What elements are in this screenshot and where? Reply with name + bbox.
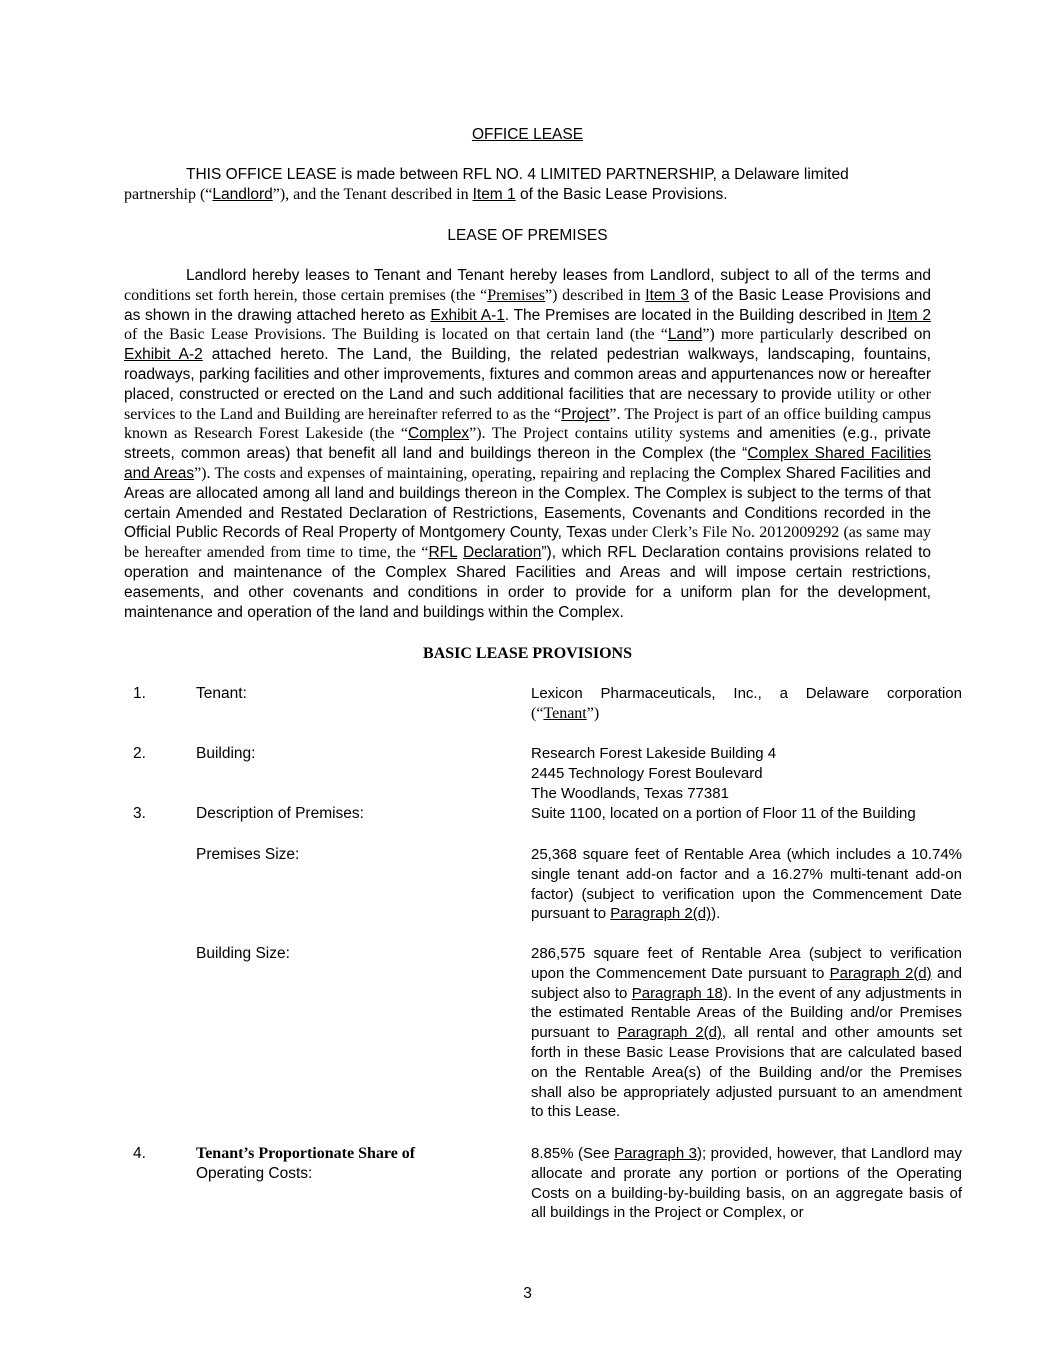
premises-text-17: under Clerk’s File No. 2012009292 (as same may be hereafter amended from time to time, the “ [124,524,932,562]
reference-exhibit-a2: Exhibit A-2 [124,346,203,364]
intro-paragraph [124,165,931,205]
defined-term-complex: Complex [407,425,470,443]
premises-size-text-2: ). [711,905,721,923]
building-address-line-1: Research Forest Lakeside Building 4 [531,745,777,762]
provision-number-4: 4. [133,1145,146,1162]
provision-label-description: Description of Premises: [196,805,364,822]
provision-label-building-size: Building Size: [196,945,290,962]
provision-value-proportionate-share [531,1144,962,1223]
building-size-text-2: and subject also to [531,964,962,1002]
defined-term-landlord: Landlord [212,185,273,203]
provision-label-proportionate-share [196,1144,415,1184]
tenant-name-text: Lexicon Pharmaceuticals, Inc., a Delaware corporation [531,685,962,702]
reference-item-2: Item 2 [887,306,931,324]
premises-text-4: of the Basic Lease Provisions and as shown in the drawing attached hereto as [124,286,931,324]
premises-text-19: which RFL Declaration contains provisions related to operation and maintenance of the Complex Shared Facilities and Areas and will impose certain restrictions, easements, and other covenants and conditions in order to provide for a uniform plan for the development, maintenance and operation of the land and buildings within the Complex. [124,544,932,621]
defined-term-complex-shared-facilities: Complex Shared Facilities and Areas [124,445,931,482]
premises-text-14: “ [742,445,748,463]
lease-of-premises-heading: LEASE OF PREMISES [447,227,608,244]
premises-text-10: utility or other services to the Land and Building are hereinafter referred to as the “ [124,385,931,423]
premises-text-7: ”) more particularly [702,326,834,344]
premises-size-text-1: 25,368 square feet of Rentable Area (which includes a 10.74% single tenant add-on factor and a 16.27% multi-tenant add-on factor) (subject to verification upon the Commencement Date pursuant to [531,846,962,923]
building-size-text-4: , all rental and other amounts set forth in these Basic Lease Provisions that are calculated based on the Rentable Area(s) of the Building and/or the Premises shall also be appropriately adjusted pursuant to an amendment to this Lease. [531,1024,962,1121]
proportionate-share-text-1: 8.85% (See [531,1145,615,1162]
provision-number-3: 3. [133,805,146,822]
proportionate-share-label-line-1: Tenant’s Proportionate Share of [196,1145,416,1162]
provision-label-tenant: Tenant: [196,685,247,702]
tenant-text-close: ”) [586,704,600,722]
intro-text-1: THIS OFFICE LEASE is made between RFL NO. 4 LIMITED PARTNERSHIP, a Delaware limited [186,166,849,183]
reference-item-3: Item 3 [645,286,690,304]
premises-text-18: ”), [541,544,557,562]
building-size-text-3: ). In the event of any adjustments in the estimated Rentable Areas of the Building and/or Premises pursuant to [531,984,962,1042]
premises-text-2: conditions set forth herein, those certain premises (the “ [124,286,488,304]
proportionate-share-text-2: ); provided, however, that Landlord may allocate and prorate any portion or portions of the Operating Costs on a building-by-building basis, on an aggregate basis of all buildings in the Project or Complex, or [531,1145,962,1222]
proportionate-share-label-line-2: Operating Costs: [196,1164,313,1182]
provision-value-description [531,804,962,824]
premises-text-9: attached hereto. The Land, the Building, the related pedestrian walkways, landscaping, fountains, roadways, parking facilities and other improvements, fixtures and common areas and appurtenances now or hereafter placed, constructed or erected on the Land and such additional facilities that are necessary to provide [124,346,931,403]
defined-term-project: Project [561,405,610,423]
provision-number-2: 2. [133,745,146,762]
provision-label-premises-size: Premises Size: [196,846,300,863]
page-number: 3 [523,1285,532,1302]
reference-paragraph-2d: Paragraph 2(d) [829,964,932,982]
premises-text-3: ”) described in [545,286,646,304]
premises-text-15: ”). The costs and expenses of maintaining, operating, repairing and replacing [194,464,690,482]
provision-value-building [531,744,962,803]
basic-lease-provisions-heading: BASIC LEASE PROVISIONS [423,645,632,662]
provision-label-building: Building: [196,745,256,762]
reference-paragraph-2d: Paragraph 2(d) [617,1024,722,1042]
provision-value-premises-size [531,845,962,924]
reference-paragraph-2d: Paragraph 2(d) [610,905,712,923]
defined-term-rfl: RFL [428,544,458,562]
premises-text-12: ”). The Project contains utility systems [469,425,730,443]
defined-term-tenant: Tenant [543,704,587,722]
premises-text-5: . The Premises are located in the Building described in [504,306,888,324]
premises-paragraph [124,266,931,622]
provision-number-1: 1. [133,685,146,702]
defined-term-declaration: Declaration [462,544,542,562]
premises-text-8: described on [840,326,932,344]
premises-text-13: and amenities (e.g., private streets, common areas) that benefit all land and buildings thereon in the Complex (the [124,425,931,463]
intro-text-4: of the Basic Lease Provisions. [515,185,728,203]
intro-text-2: partnership (“ [124,185,213,203]
premises-description-text: Suite 1100, located on a portion of Floor 11 of the Building [531,805,916,822]
reference-item-1: Item 1 [472,185,516,203]
building-size-text-1: 286,575 square feet of Rentable Area (subject to verification upon the Commencement Date pursuant to [531,945,962,982]
reference-exhibit-a1: Exhibit A-1 [430,306,505,324]
defined-term-land: Land [667,326,703,344]
reference-paragraph-18: Paragraph 18 [631,984,723,1002]
tenant-text-open: (“ [531,704,544,722]
premises-text-1: Landlord hereby leases to Tenant and Tenant hereby leases from Landlord, subject to all of the terms and [186,267,931,284]
provision-value-tenant [531,684,962,724]
building-address-line-3: The Woodlands, Texas 77381 [531,784,729,802]
document-title: OFFICE LEASE [471,126,584,143]
building-address-line-2: 2445 Technology Forest Boulevard [531,764,763,782]
premises-text-16: the Complex Shared Facilities and Areas are allocated among all land and buildings thereon in the Complex. The Complex is subject to the terms of that certain Amended and Restated Declaration of Restrictions, Easements, Covenants and Conditions recorded in the Official Public Records of Real Property of Montgomery County, Texas [124,464,931,542]
defined-term-premises: Premises [487,286,545,304]
reference-paragraph-3: Paragraph 3 [614,1145,698,1162]
provision-value-building-size [531,944,962,1122]
premises-text-6: of the Basic Lease Provisions. The Building is located on that certain land (the “ [124,326,668,344]
premises-text-11: ”. The Project is part of an office building campus known as Research Forest Lakeside (the “ [124,405,931,443]
intro-text-3: ”), and the Tenant described in [272,185,473,203]
